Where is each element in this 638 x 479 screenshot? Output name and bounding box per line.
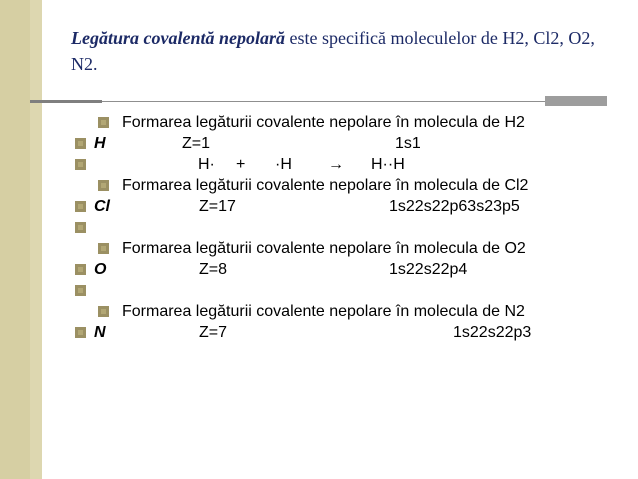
list-item-cl-config [75,196,615,218]
bullet-icon [98,180,109,191]
cl2-heading-text: Formarea legăturii covalente nepolare în molecula de Cl2 [122,177,529,194]
bullet-icon [98,306,109,317]
title-rest: este specifică moleculelor de H2, Cl2, O2, N2. [71,28,595,74]
bullet-icon [75,222,86,233]
bullet-icon [98,243,109,254]
electron-config-n: 1s22s22p3 [453,324,532,341]
list-item-h2-heading [98,112,618,134]
list-item-h-formation [75,154,615,176]
h-atom-right: ·H [275,156,292,173]
bullet-icon [75,159,86,170]
h2-heading-text: Formarea legăturii covalente nepolare în molecula de H2 [122,114,525,131]
atomic-number-n: Z=7 [199,324,228,341]
list-item-h-config [75,133,615,155]
atomic-number-o: Z=8 [199,261,228,278]
element-symbol-cl: Cl [94,198,110,215]
reaction-arrow: → [328,156,344,173]
bullet-icon [75,138,86,149]
bullet-icon [98,117,109,128]
atomic-number-cl: Z=17 [199,198,236,215]
bullet-icon [75,285,86,296]
bullet-icon [75,264,86,275]
element-symbol-n: N [94,324,106,341]
atomic-number-h: Z=1 [182,135,211,152]
plus-sign: + [236,156,246,173]
electron-config-cl: 1s22s22p63s23p5 [389,198,520,215]
list-item-empty [75,217,615,239]
element-symbol-o: O [94,261,107,278]
list-item-o2-heading [98,238,618,260]
o2-heading-text: Formarea legăturii covalente nepolare în molecula de O2 [122,240,526,257]
bullet-icon [75,201,86,212]
title-emphasis: Legătura covalentă nepolară [71,28,285,48]
list-item-n-config [75,322,615,344]
bullet-icon [75,327,86,338]
list-item-empty [75,280,615,302]
n2-heading-text: Formarea legăturii covalente nepolare în molecula de N2 [122,303,525,320]
list-item-cl2-heading [98,175,618,197]
electron-config-o: 1s22s22p4 [389,261,468,278]
list-item-n2-heading [98,301,618,323]
list-item-o-config [75,259,615,281]
electron-config-h: 1s1 [395,135,421,152]
h2-product: H··H [371,156,405,173]
h-atom-left: H· [198,156,215,173]
element-symbol-h: H [94,135,106,152]
